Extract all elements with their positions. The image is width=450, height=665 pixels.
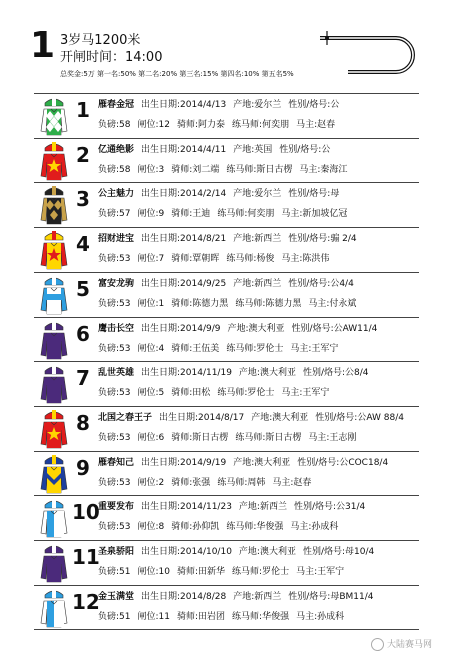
- jockey: 骑师:田岩团: [177, 611, 226, 622]
- origin: 产地:爱尔兰: [233, 100, 282, 110]
- runner-row: [34, 95, 419, 139]
- row-divider: [34, 93, 419, 94]
- runner-info-line2: [98, 343, 419, 356]
- birth-date: 出生日期:2014/9/9: [141, 323, 221, 334]
- trainer: 练马师:华俊强: [232, 611, 290, 622]
- row-divider: [34, 540, 419, 541]
- owner: 马主:赵春: [272, 477, 312, 488]
- owner: 马主:王军宁: [290, 343, 339, 354]
- horse-name: 圣泉骄阳: [98, 547, 135, 557]
- trainer: 练马师:何奕朋: [232, 120, 290, 130]
- runner-number: 1: [76, 98, 90, 122]
- jockey-silks-icon: [37, 453, 71, 497]
- birth-date: 出生日期:2014/4/13: [141, 100, 227, 110]
- weight: 负磅:53: [98, 477, 131, 488]
- runner-info-line2: [98, 611, 419, 624]
- horse-name: 亿通绝影: [98, 144, 135, 155]
- runner-number: 6: [76, 321, 90, 346]
- runner-row: [34, 408, 419, 452]
- origin: 产地:澳大利亚: [227, 323, 285, 334]
- origin: 产地:爱尔兰: [233, 189, 282, 200]
- owner: 马主:新加坡亿冠: [281, 209, 348, 220]
- origin: 产地:澳大利亚: [233, 457, 291, 468]
- jockey: 骑师:田松: [171, 388, 211, 399]
- runner-number: 8: [76, 410, 90, 435]
- birth-date: 出生日期:2014/2/14: [141, 189, 227, 200]
- runner-info-line1: [98, 188, 419, 201]
- runner-row: [34, 587, 419, 631]
- trainer: 练马师:周韩: [217, 477, 266, 488]
- origin: 产地:澳大利亚: [238, 368, 296, 379]
- runner-info-line2: [98, 119, 419, 132]
- runner-info-line2: [98, 566, 419, 579]
- prize-distribution: 总奖金:5万 第一名:50% 第二名:20% 第三名:15% 第四名:10% 第五名5%: [60, 70, 294, 78]
- runner-number: 9: [76, 455, 90, 480]
- runner-row: [34, 229, 419, 273]
- watermark: [371, 637, 432, 651]
- owner: 马主:孙成科: [296, 611, 345, 622]
- jockey-silks-icon: [37, 184, 71, 228]
- origin: 产地:新西兰: [233, 278, 282, 289]
- jockey: 骑师:覃朝晖: [171, 254, 220, 265]
- jockey-silks-icon: [37, 319, 71, 363]
- runner-number: 12: [72, 589, 100, 614]
- runner-row: [34, 319, 419, 363]
- jockey: 骑师:王伍美: [171, 343, 220, 354]
- weight: 负磅:53: [98, 343, 131, 354]
- owner: 马主:陈洪伟: [281, 254, 330, 265]
- horse-name: 富安龙驹: [98, 278, 135, 289]
- weight: 负磅:58: [98, 120, 131, 130]
- origin: 产地:新西兰: [233, 591, 282, 602]
- trainer: 练马师:华俊强: [226, 522, 284, 533]
- horse-name: 招财进宝: [98, 234, 135, 245]
- row-divider: [34, 406, 419, 407]
- weight: 负磅:53: [98, 254, 131, 265]
- birth-date: 出生日期:2014/8/28: [141, 591, 227, 602]
- gate: 闸位:9: [137, 209, 165, 220]
- runner-info-line2: [98, 164, 419, 177]
- weight: 负磅:53: [98, 522, 131, 533]
- sex-brand: 性别/烙号:公8/4: [302, 368, 369, 379]
- row-divider: [34, 138, 419, 139]
- race-start-time: 开闸时间：14:00: [60, 50, 163, 65]
- sex-brand: 性别/烙号:公: [279, 144, 331, 155]
- gate: 闸位:3: [137, 164, 165, 175]
- track-diagram-icon: [318, 28, 420, 74]
- weight: 负磅:53: [98, 298, 131, 309]
- race-title: 3岁马1200米: [60, 33, 141, 48]
- gate: 闸位:7: [137, 254, 165, 265]
- runner-row: [34, 363, 419, 407]
- runner-info-line2: [98, 253, 419, 266]
- row-divider: [34, 227, 419, 228]
- gate: 闸位:8: [137, 522, 165, 533]
- runner-row: [34, 453, 419, 497]
- runner-info-line2: [98, 387, 419, 400]
- runner-row: [34, 274, 419, 318]
- row-divider: [34, 495, 419, 496]
- runner-info-line1: [98, 591, 419, 604]
- jockey: 骑师:陈德力黑: [171, 298, 229, 309]
- jockey: 骑师:张强: [171, 477, 211, 488]
- runner-row: [34, 542, 419, 586]
- origin: 产地:澳大利亚: [238, 547, 296, 557]
- horse-name: 北国之春王子: [98, 412, 153, 423]
- runner-info-line1: [98, 457, 419, 470]
- trainer: 练马师:斯日古楞: [235, 432, 302, 443]
- horse-name: 雁春金冠: [98, 100, 135, 110]
- runner-number: 4: [76, 232, 90, 257]
- jockey-silks-icon: [37, 542, 71, 586]
- owner: 马主:王军宁: [281, 388, 330, 399]
- birth-date: 出生日期:2014/8/21: [141, 234, 227, 245]
- runner-info-line1: [98, 501, 419, 514]
- birth-date: 出生日期:2014/11/23: [141, 502, 232, 513]
- jockey-silks-icon: [37, 95, 71, 139]
- sex-brand: 性别/烙号:公AW 88/4: [315, 412, 404, 423]
- runner-info-line2: [98, 298, 419, 311]
- runner-row: [34, 140, 419, 184]
- trainer: 练马师:何奕朋: [217, 209, 275, 220]
- birth-date: 出生日期:2014/9/19: [141, 457, 227, 468]
- trainer: 练马师:杨俊: [226, 254, 275, 265]
- trainer: 练马师:罗伦士: [226, 343, 284, 354]
- trainer: 练马师:斯日古楞: [226, 164, 293, 175]
- runner-number: 7: [76, 366, 90, 391]
- owner: 马主:秦海江: [299, 164, 348, 175]
- owner: 马主:孙成科: [290, 522, 339, 533]
- birth-date: 出生日期:2014/9/25: [141, 278, 227, 289]
- horse-name: 鹰击长空: [98, 323, 135, 334]
- birth-date: 出生日期:2014/4/11: [141, 144, 227, 155]
- runner-info-line2: [98, 432, 419, 445]
- jockey-silks-icon: [37, 229, 71, 273]
- runner-row: [34, 184, 419, 228]
- trainer: 练马师:罗伦士: [232, 567, 290, 577]
- weight: 负磅:58: [98, 164, 131, 175]
- runner-info-line1: [98, 367, 419, 380]
- sex-brand: 性别/烙号:公AW11/4: [291, 323, 378, 334]
- row-divider: [34, 272, 419, 273]
- sex-brand: 性别/烙号:母10/4: [302, 547, 375, 557]
- weight: 负磅:57: [98, 209, 131, 220]
- origin: 产地:英国: [233, 144, 273, 155]
- runner-number: 2: [76, 142, 90, 167]
- sex-brand: 性别/烙号:骟 2/4: [288, 234, 357, 245]
- row-divider: [34, 451, 419, 452]
- runner-info-line1: [98, 546, 419, 559]
- watermark-logo-icon: [371, 638, 384, 651]
- runner-info-line2: [98, 208, 419, 221]
- row-divider: [34, 585, 419, 586]
- sex-brand: 性别/烙号:公: [288, 100, 340, 110]
- horse-name: 乱世英雄: [98, 368, 135, 379]
- race-number: 1: [30, 25, 56, 66]
- weight: 负磅:53: [98, 388, 131, 399]
- sex-brand: 性别/烙号:公COC18/4: [297, 457, 389, 468]
- horse-name: 雁春知己: [98, 457, 135, 468]
- weight: 负磅:51: [98, 567, 131, 577]
- runner-info-line1: [98, 412, 419, 425]
- gate: 闸位:1: [137, 298, 165, 309]
- origin: 产地:新西兰: [238, 502, 287, 513]
- owner: 马主:王志刚: [308, 432, 357, 443]
- jockey-silks-icon: [37, 587, 71, 631]
- owner: 马主:付永斌: [308, 298, 357, 309]
- weight: 负磅:53: [98, 432, 131, 443]
- trainer: 练马师:陈德力黑: [235, 298, 302, 309]
- runner-info-line1: [98, 323, 419, 336]
- runner-number: 5: [76, 276, 90, 301]
- row-divider: [34, 361, 419, 362]
- origin: 产地:澳大利亚: [251, 412, 309, 423]
- jockey: 骑师:田新华: [177, 567, 226, 577]
- sex-brand: 性别/烙号:母: [288, 189, 340, 200]
- gate: 闸位:2: [137, 477, 165, 488]
- runner-info-line1: [98, 233, 419, 246]
- birth-date: 出生日期:2014/8/17: [159, 412, 245, 423]
- jockey: 骑师:斯日古楞: [171, 432, 229, 443]
- birth-date: 出生日期:2014/11/19: [141, 368, 232, 379]
- gate: 闸位:12: [137, 120, 170, 130]
- runner-number: 11: [72, 545, 100, 569]
- sex-brand: 性别/烙号:公31/4: [293, 502, 366, 513]
- jockey: 骑师:孙仰凯: [171, 522, 220, 533]
- watermark-text: 大陆赛马网: [386, 640, 432, 650]
- sex-brand: 性别/烙号:母BM11/4: [288, 591, 374, 602]
- horse-name: 公主魅力: [98, 189, 135, 200]
- row-divider: [34, 182, 419, 183]
- weight: 负磅:51: [98, 611, 131, 622]
- runner-row: [34, 497, 419, 541]
- runner-info-line1: [98, 278, 419, 291]
- runner-info-line2: [98, 521, 419, 534]
- gate: 闸位:4: [137, 343, 165, 354]
- jockey: 骑师:刘二端: [171, 164, 220, 175]
- row-divider: [34, 629, 419, 630]
- runner-info-line1: [98, 144, 419, 157]
- jockey: 骑师:阿力泰: [177, 120, 226, 130]
- jockey-silks-icon: [37, 497, 71, 541]
- jockey-silks-icon: [37, 363, 71, 407]
- runner-number: 10: [72, 500, 100, 525]
- horse-name: 金玉满堂: [98, 591, 135, 602]
- sex-brand: 性别/烙号:公4/4: [288, 278, 354, 289]
- owner: 马主:王军宁: [296, 567, 345, 577]
- jockey-silks-icon: [37, 274, 71, 318]
- trainer: 练马师:罗伦士: [217, 388, 275, 399]
- runner-info-line2: [98, 477, 419, 490]
- gate: 闸位:6: [137, 432, 165, 443]
- runner-number: 3: [76, 187, 90, 212]
- birth-date: 出生日期:2014/10/10: [141, 547, 232, 557]
- gate: 闸位:5: [137, 388, 165, 399]
- jockey-silks-icon: [37, 408, 71, 452]
- horse-name: 重要发布: [98, 502, 135, 513]
- jockey-silks-icon: [37, 140, 71, 184]
- jockey: 骑师:王迪: [171, 209, 211, 220]
- owner: 马主:赵春: [296, 120, 336, 130]
- row-divider: [34, 317, 419, 318]
- gate: 闸位:11: [137, 611, 170, 622]
- gate: 闸位:10: [137, 567, 170, 577]
- origin: 产地:新西兰: [233, 234, 282, 245]
- runner-info-line1: [98, 99, 419, 112]
